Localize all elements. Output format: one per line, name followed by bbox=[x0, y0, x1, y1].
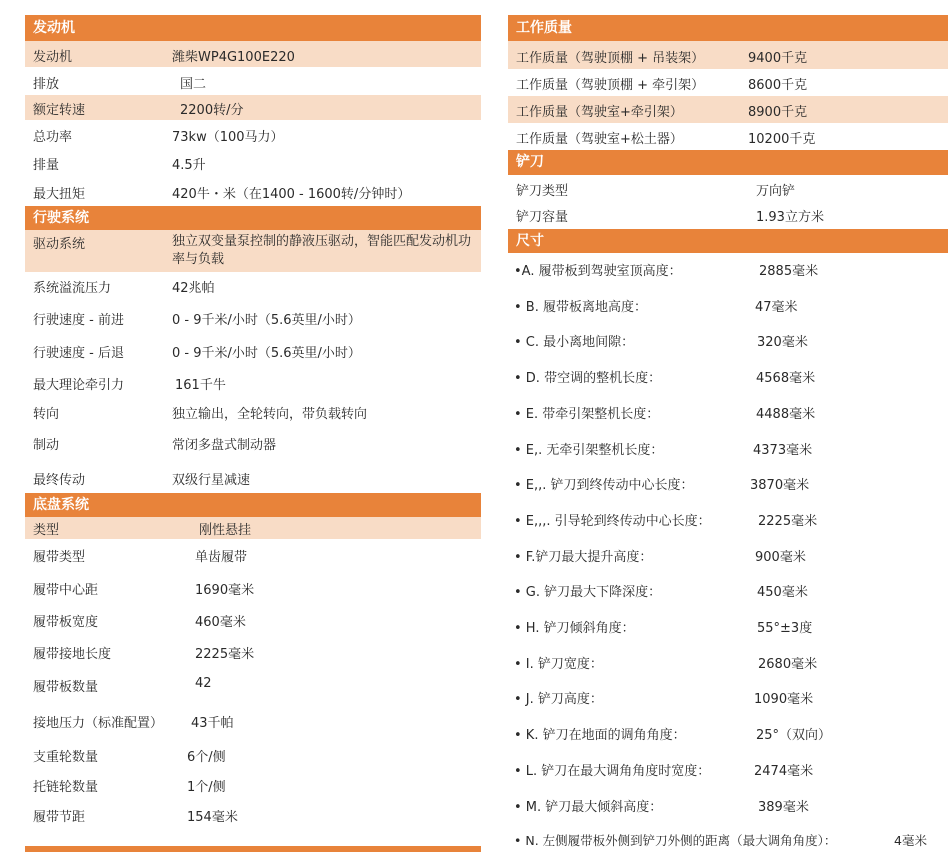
spec-label: 排放 bbox=[33, 77, 60, 92]
spec-label: 系统溢流压力 bbox=[33, 281, 112, 296]
spec-row bbox=[508, 824, 948, 860]
spec-label: 支重轮数量 bbox=[33, 750, 99, 765]
spec-row bbox=[25, 771, 481, 801]
spec-row bbox=[508, 289, 948, 324]
section-header-blade: 铲刀 bbox=[508, 150, 948, 175]
spec-value: 4488毫米 bbox=[756, 407, 816, 422]
spec-label: • H. 铲刀倾斜角度： bbox=[514, 621, 635, 636]
spec-row bbox=[508, 539, 948, 574]
spec-label: 工作质量（驾驶顶棚 + 牵引架） bbox=[516, 78, 705, 93]
spec-label: 铲刀类型 bbox=[516, 184, 569, 199]
spec-value: 3870毫米 bbox=[750, 478, 810, 493]
spec-row bbox=[508, 324, 948, 360]
spec-row bbox=[25, 740, 481, 771]
section-header-drive: 行驶系统 bbox=[25, 206, 481, 230]
spec-row bbox=[25, 177, 481, 206]
spec-value: 8600千克 bbox=[748, 78, 808, 93]
spec-value: 4.5升 bbox=[172, 158, 206, 173]
spec-label: • N. 左侧履带板外侧到铲刀外侧的距离（最大调角角度）： bbox=[514, 833, 837, 848]
right-spec-column bbox=[508, 0, 948, 860]
spec-row bbox=[25, 41, 481, 67]
spec-value: 9400千克 bbox=[748, 51, 808, 66]
spec-label: 履带中心距 bbox=[33, 583, 99, 598]
spec-row bbox=[25, 334, 481, 368]
spec-row bbox=[508, 681, 948, 717]
spec-value: 2885毫米 bbox=[759, 264, 819, 279]
spec-label: 最大理论牵引力 bbox=[33, 378, 125, 393]
section-header-chassis: 底盘系统 bbox=[25, 493, 481, 517]
spec-value: 万向铲 bbox=[756, 184, 796, 199]
spec-value: 1090毫米 bbox=[754, 692, 814, 707]
spec-label: 履带类型 bbox=[33, 550, 86, 565]
spec-value: 42兆帕 bbox=[172, 281, 215, 296]
spec-row bbox=[508, 753, 948, 789]
spec-row bbox=[25, 398, 481, 426]
spec-value: 0 - 9千米/小时（5.6英里/小时） bbox=[172, 313, 361, 328]
spec-row bbox=[25, 230, 481, 272]
spec-label: 接地压力（标准配置） bbox=[33, 716, 164, 731]
spec-value: 6个/侧 bbox=[187, 750, 226, 765]
spec-row bbox=[25, 148, 481, 177]
spec-label: 履带板数量 bbox=[33, 680, 99, 695]
spec-row bbox=[25, 539, 481, 572]
spec-label: • E,,,. 引导轮到终传动中心长度： bbox=[514, 514, 711, 529]
spec-row bbox=[508, 610, 948, 646]
spec-value: 389毫米 bbox=[758, 800, 809, 815]
spec-value: 潍柴WP4G100E220 bbox=[172, 50, 295, 65]
spec-value: 161千牛 bbox=[175, 378, 226, 393]
spec-value: 43千帕 bbox=[191, 716, 234, 731]
spec-row bbox=[508, 503, 948, 539]
spec-label: 铲刀容量 bbox=[516, 210, 569, 225]
spec-row bbox=[25, 95, 481, 120]
spec-value: 73kw（100马力） bbox=[172, 130, 284, 145]
spec-row bbox=[508, 69, 948, 96]
spec-value: 双级行星减速 bbox=[172, 473, 251, 488]
spec-row bbox=[25, 704, 481, 740]
spec-value: 2200转/分 bbox=[180, 103, 244, 118]
spec-value: 420牛・米（在1400 - 1600转/分钟时） bbox=[172, 187, 411, 202]
spec-value: 1690毫米 bbox=[195, 583, 255, 598]
spec-label: 制动 bbox=[33, 438, 60, 453]
spec-label: 发动机 bbox=[33, 50, 73, 65]
spec-label: 排量 bbox=[33, 158, 60, 173]
spec-row bbox=[25, 426, 481, 462]
spec-label: 工作质量（驾驶顶棚 + 吊装架） bbox=[516, 51, 705, 66]
spec-label: 工作质量（驾驶室+牵引架） bbox=[516, 105, 683, 120]
spec-value: 10200千克 bbox=[748, 132, 816, 147]
spec-value: 25°（双向） bbox=[756, 728, 832, 743]
spec-label: • E,. 无牵引架整机长度： bbox=[514, 443, 664, 458]
spec-label: • M. 铲刀最大倾斜高度： bbox=[514, 800, 663, 815]
spec-row bbox=[25, 120, 481, 148]
spec-label: 行驶速度 - 后退 bbox=[33, 346, 124, 361]
spec-value: 常闭多盘式制动器 bbox=[172, 438, 277, 453]
spec-row bbox=[508, 789, 948, 824]
spec-value: 单齿履带 bbox=[195, 550, 248, 565]
spec-label: 类型 bbox=[33, 523, 60, 538]
spec-value: 独立输出，全轮转向，带负载转向 bbox=[172, 407, 368, 422]
spec-value: 2474毫米 bbox=[754, 764, 814, 779]
spec-value: 1.93立方米 bbox=[756, 210, 824, 225]
section-header-engine: 发动机 bbox=[25, 15, 481, 41]
spec-row bbox=[25, 462, 481, 493]
spec-label: • K. 铲刀在地面的调角角度： bbox=[514, 728, 686, 743]
spec-value: 0 - 9千米/小时（5.6英里/小时） bbox=[172, 346, 361, 361]
spec-label: 总功率 bbox=[33, 130, 73, 145]
spec-label: 履带节距 bbox=[33, 810, 86, 825]
spec-row bbox=[508, 432, 948, 467]
spec-row bbox=[508, 123, 948, 150]
spec-row bbox=[25, 637, 481, 668]
spec-label: • G. 铲刀最大下降深度： bbox=[514, 585, 662, 600]
spec-label: 工作质量（驾驶室+松土器） bbox=[516, 132, 683, 147]
spec-value: 4373毫米 bbox=[753, 443, 813, 458]
spec-label: 最大扭矩 bbox=[33, 187, 86, 202]
spec-label: • I. 铲刀宽度： bbox=[514, 657, 603, 672]
spec-value: 2225毫米 bbox=[195, 647, 255, 662]
spec-row bbox=[508, 717, 948, 753]
spec-row bbox=[508, 646, 948, 681]
spec-value: 2225毫米 bbox=[758, 514, 818, 529]
spec-label: • F.铲刀最大提升高度： bbox=[514, 550, 653, 565]
spec-label: 最终传动 bbox=[33, 473, 86, 488]
spec-row bbox=[25, 368, 481, 398]
spec-row bbox=[508, 467, 948, 503]
spec-label: • L. 铲刀在最大调角角度时宽度： bbox=[514, 764, 711, 779]
spec-label: 行驶速度 - 前进 bbox=[33, 313, 124, 328]
spec-row bbox=[25, 517, 481, 539]
spec-value: 独立双变量泵控制的静液压驱动，智能匹配发动机功率与负载 bbox=[172, 234, 472, 267]
spec-label: 额定转速 bbox=[33, 103, 86, 118]
spec-value: 2680毫米 bbox=[758, 657, 818, 672]
spec-value: 国二 bbox=[180, 77, 207, 92]
spec-row bbox=[25, 668, 481, 704]
spec-row bbox=[25, 801, 481, 829]
section-header-weight: 工作质量 bbox=[508, 15, 948, 41]
spec-row bbox=[25, 67, 481, 95]
spec-row bbox=[508, 96, 948, 123]
spec-label: • C. 最小离地间隙： bbox=[514, 335, 635, 350]
spec-label: 转向 bbox=[33, 407, 60, 422]
spec-row bbox=[25, 300, 481, 334]
spec-value: 900毫米 bbox=[755, 550, 806, 565]
section-header-dimensions: 尺寸 bbox=[508, 229, 948, 253]
spec-row bbox=[25, 604, 481, 637]
spec-value: 刚性悬挂 bbox=[199, 523, 252, 538]
spec-value: 320毫米 bbox=[757, 335, 808, 350]
spec-value: 154毫米 bbox=[187, 810, 238, 825]
spec-value: 460毫米 bbox=[195, 615, 246, 630]
spec-label: • E,,. 铲刀到终传动中心长度： bbox=[514, 478, 694, 493]
spec-row bbox=[508, 574, 948, 610]
spec-row bbox=[25, 572, 481, 604]
spec-label: • E. 带牵引架整机长度： bbox=[514, 407, 660, 422]
spec-row bbox=[508, 360, 948, 396]
spec-row bbox=[508, 253, 948, 289]
spec-value: 47毫米 bbox=[755, 300, 798, 315]
spec-value: 55°±3度 bbox=[757, 621, 813, 636]
spec-value: 8900千克 bbox=[748, 105, 808, 120]
spec-row bbox=[25, 272, 481, 300]
spec-value: 4毫米 bbox=[894, 833, 927, 848]
spec-label: •A. 履带板到驾驶室顶高度： bbox=[514, 264, 682, 279]
spec-label: 驱动系统 bbox=[33, 237, 86, 252]
left-spec-column bbox=[25, 0, 481, 829]
spec-value: 42 bbox=[195, 676, 212, 691]
spec-label: 履带接地长度 bbox=[33, 647, 112, 662]
spec-row bbox=[508, 175, 948, 201]
spec-label: 托链轮数量 bbox=[33, 780, 99, 795]
section-header-partial bbox=[25, 846, 481, 852]
spec-label: • J. 铲刀高度： bbox=[514, 692, 603, 707]
spec-value: 450毫米 bbox=[757, 585, 808, 600]
spec-row bbox=[508, 396, 948, 432]
spec-label: • D. 带空调的整机长度： bbox=[514, 371, 662, 386]
spec-row bbox=[508, 41, 948, 69]
spec-value: 1个/侧 bbox=[187, 780, 226, 795]
spec-label: • B. 履带板离地高度： bbox=[514, 300, 647, 315]
spec-label: 履带板宽度 bbox=[33, 615, 99, 630]
spec-row bbox=[508, 201, 948, 229]
spec-value: 4568毫米 bbox=[756, 371, 816, 386]
